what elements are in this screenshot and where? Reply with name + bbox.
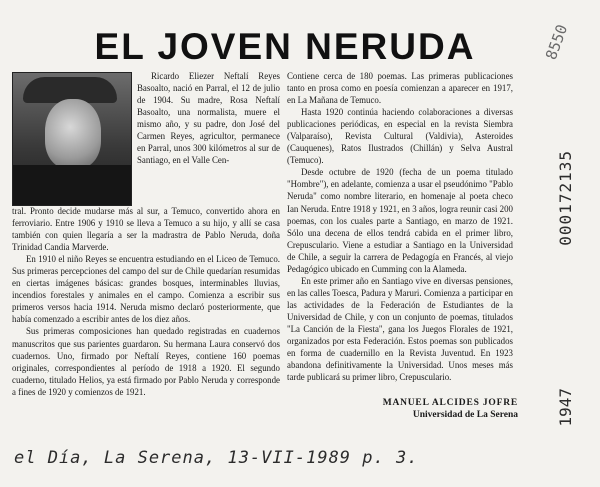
author-name: MANUEL ALCIDES JOFRE — [382, 398, 518, 408]
author-affiliation: Universidad de La Serena — [412, 410, 518, 420]
archive-stamp-number: 8550 — [542, 22, 572, 63]
portrait-face-shape — [45, 99, 101, 169]
source-handwritten-note: el Día, La Serena, 13-VII-1989 p. 3. — [14, 448, 419, 468]
paragraph: Hasta 1920 continúa haciendo colaboraciones a diversas publicaciones periódicas, en especial en la revista Siembra (Valparaíso), Revista Cultural (Valdivia), Asteroides (Cauquenes), Ratos Ilustrados (Chillán) y Selva Austral (Temuco). — [287, 107, 513, 166]
portrait-coat-shape — [13, 165, 131, 205]
column-2 — [287, 70, 513, 383]
byline — [360, 397, 518, 421]
column-1-top — [137, 70, 280, 166]
paragraph: En 1910 el niño Reyes se encuentra estudiando en el Liceo de Temuco. Sus primeras percepciones del campo del sur de Chile quedarían resumidas en ciertas imágenes básicas: grandes bosques, interminables lluvias, incendios forestales y animales en el campo. Comienza a escribir sus primeros versos hacia 1914. Neruda mismo declaró posteriormente, que había comenzado a escribir antes de los diez años. — [12, 254, 280, 325]
paragraph: Sus primeras composiciones han quedado registradas en cuadernos manuscritos que sus parientes guardaron. Su hermana Laura conservó dos cuadernos. Uno, firmado por Neftalí Reyes, contiene 160 poemas originales, correspondientes al período de 1918 a 1920. El segundo cuaderno, titulado Helios, ya está firmado por Pablo Neruda y corresponde a fines de 1920 y comienzos de 1921. — [12, 326, 280, 397]
paragraph: tral. Pronto decide mudarse más al sur, a Temuco, convertido ahora en ferroviario. Entre 1906 y 1910 se lleva a Temuco a su hijo, y allí se casa también con quien llegaría a ser la madrastra de Pablo Neruda, doña Trinidad Candia Marverde. — [12, 206, 280, 253]
archive-side-year: 1947 — [556, 388, 575, 427]
article-headline: EL JOVEN NERUDA — [94, 26, 476, 67]
paragraph: En este primer año en Santiago vive en diversas pensiones, en las calles Toesca, Padura y Maruri. Comienza a participar en las actividades de la Federación de Estudiantes de la Universidad de Chile, y con un conjunto de poemas, titulados "La Canción de la Fiesta", gana los Juegos Florales de 1921, organizados por esta Federación. Estos poemas son publicados en forma de cuadernillo en la Revista Juventud. En 1923 abandona definitivamente la Universidad. Unos meses más tarde publicará su primer libro, Crepusculario. — [287, 275, 513, 383]
archive-side-id: 000172135 — [556, 150, 575, 246]
author-portrait-photo — [12, 72, 132, 206]
paragraph: Contiene cerca de 180 poemas. Las primeras publicaciones tanto en prosa como en poesía comienzan a aparecer en 1917, en La Mañana de Temuco. — [287, 71, 513, 106]
paragraph: Ricardo Eliezer Neftalí Reyes Basoalto, nació en Parral, el 12 de julio de 1904. Su madre, Rosa Neftalí Basoalto, una normalista, muere el mismo año, y su padre, don José del Carmen Reyes, agricultor, permanece en Parral, unos 300 kilómetros al sur de Santiago, en el Valle Cen- — [137, 71, 280, 166]
column-1-bottom — [12, 205, 280, 398]
paragraph: Desde octubre de 1920 (fecha de un poema titulado "Hombre"), en adelante, comienza a usar el pseudónimo "Pablo Neruda" como nombre literario, en homenaje al poeta checo Ian Neruda. Entre 1918 y 1921, en 3 años, logra reunir casi 200 poemas, con los cuales parte a Santiago, en marzo de 1921. Sólo una decena de ellos tendrá cabida en el primer libro, Crepusculario. Viene a estudiar a Santiago en la Universidad de Chile, a seguir la carrera de Pedagogía en Francés, al viejo Pedagógico ubicado en Cumming con la Alameda. — [287, 167, 513, 274]
